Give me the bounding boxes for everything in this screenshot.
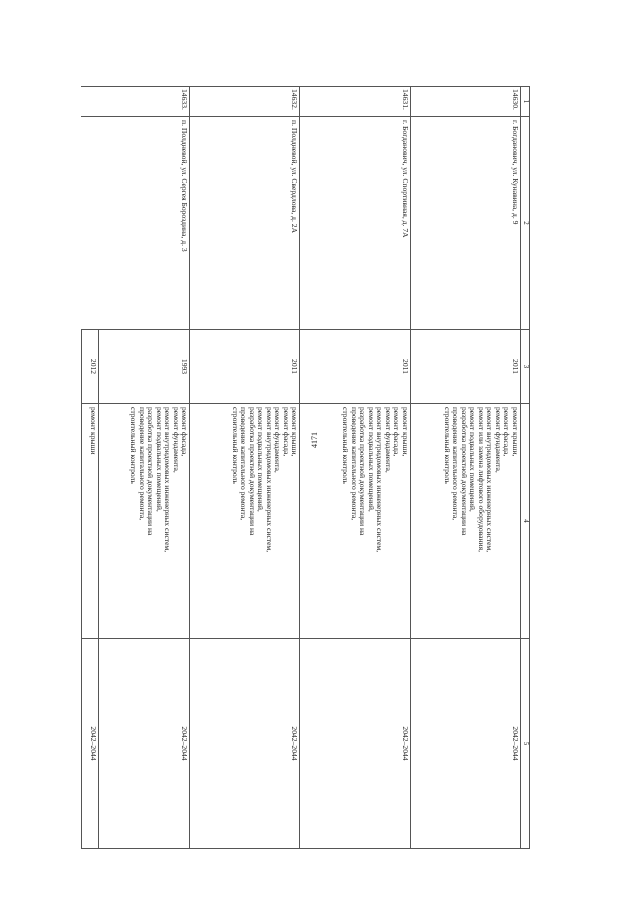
row-number: 14633.	[82, 87, 190, 117]
header-row	[521, 87, 530, 849]
work-item: ремонт крыши,	[511, 407, 520, 457]
row-address: г. Богданович, ул. Кунавина, д. 9	[410, 117, 520, 330]
work-item: строительный контроль	[230, 407, 240, 484]
work-item: разработка проектной документации на	[358, 407, 368, 536]
work-item: проведение капитального ремонта,	[239, 407, 249, 521]
work-item: строительный контроль	[341, 407, 351, 484]
row-number: 14631.	[300, 87, 410, 117]
work-item: проведение капитального ремонта,	[451, 407, 461, 521]
row-works	[190, 404, 300, 639]
row-address: п. Полдневой, ул. Свердлова, д. 2А	[190, 117, 300, 330]
work-item: ремонт крыши,	[400, 407, 410, 457]
row-number: 14630.	[410, 87, 520, 117]
work-item: ремонт фасада,	[502, 407, 512, 457]
work-item: ремонт внутридомовых инженерных систем,	[163, 407, 173, 553]
row-year: 2011	[300, 330, 410, 404]
row-works	[410, 404, 520, 639]
rotated-table-wrapper	[81, 86, 530, 848]
row-period: 2042–2044	[410, 639, 520, 849]
work-item: ремонт фасада,	[392, 407, 402, 457]
row-works	[99, 404, 190, 639]
table-row	[300, 87, 410, 849]
row-year: 1993	[99, 330, 190, 404]
work-item: ремонт подвальных помещений,	[468, 407, 478, 512]
work-item: ремонт внутридомовых инженерных систем,	[375, 407, 385, 553]
table-row	[190, 87, 300, 849]
repair-schedule-table	[81, 86, 530, 849]
header-col-1: 1	[521, 87, 530, 117]
work-item: ремонт фундамента,	[171, 407, 181, 473]
subrow-works	[82, 404, 99, 639]
row-number: 14632.	[190, 87, 300, 117]
row-works	[300, 404, 410, 639]
table-row	[99, 87, 190, 849]
work-item: строительный контроль	[443, 407, 452, 484]
work-item: ремонт внутридомовых инженерных систем,	[264, 407, 274, 553]
subrow-period: 2042–2044	[82, 639, 99, 849]
row-year: 2011	[410, 330, 520, 404]
work-item: разработка проектной документации на	[460, 407, 469, 536]
row-period: 2042–2044	[99, 639, 190, 849]
page-number: 4171	[310, 432, 319, 448]
work-item: ремонт подвальных помещений,	[256, 407, 266, 512]
work-item: ремонт крыши,	[290, 407, 300, 457]
work-item: строительный контроль	[129, 407, 139, 484]
work-item: ремонт фундамента,	[383, 407, 393, 473]
work-item: ремонт подвальных помещений,	[154, 407, 164, 512]
header-col-5: 5	[521, 639, 530, 849]
header-col-3: 3	[521, 330, 530, 404]
work-item: ремонт фасада,	[281, 407, 291, 457]
work-item: ремонт или замена лифтового оборудования,	[477, 407, 486, 552]
row-address: г. Богданович, ул. Спортивная, д. 7А	[300, 117, 410, 330]
header-col-4: 4	[521, 404, 530, 639]
work-item: проведение капитального ремонта,	[137, 407, 147, 521]
work-item: ремонт фундамента,	[273, 407, 283, 473]
work-item: ремонт крыши	[89, 407, 99, 455]
work-item: ремонт внутридомовых инженерных систем,	[485, 407, 495, 553]
table-row	[410, 87, 520, 849]
work-item: проведение капитального ремонта,	[349, 407, 359, 521]
row-year: 2011	[190, 330, 300, 404]
work-item: ремонт подвальных помещений,	[366, 407, 376, 512]
work-item: ремонт фундамента,	[494, 407, 503, 473]
subrow-year: 2012	[82, 330, 99, 404]
row-address: п. Полдневой, ул. Сергея Бороздина, д. 3	[82, 117, 190, 330]
work-item: ремонт фасада,	[180, 407, 190, 457]
row-period: 2042–2044	[300, 639, 410, 849]
work-item: разработка проектной документации на	[247, 407, 257, 536]
header-col-2: 2	[521, 117, 530, 330]
work-item: разработка проектной документации на	[146, 407, 156, 536]
row-period: 2042–2044	[190, 639, 300, 849]
